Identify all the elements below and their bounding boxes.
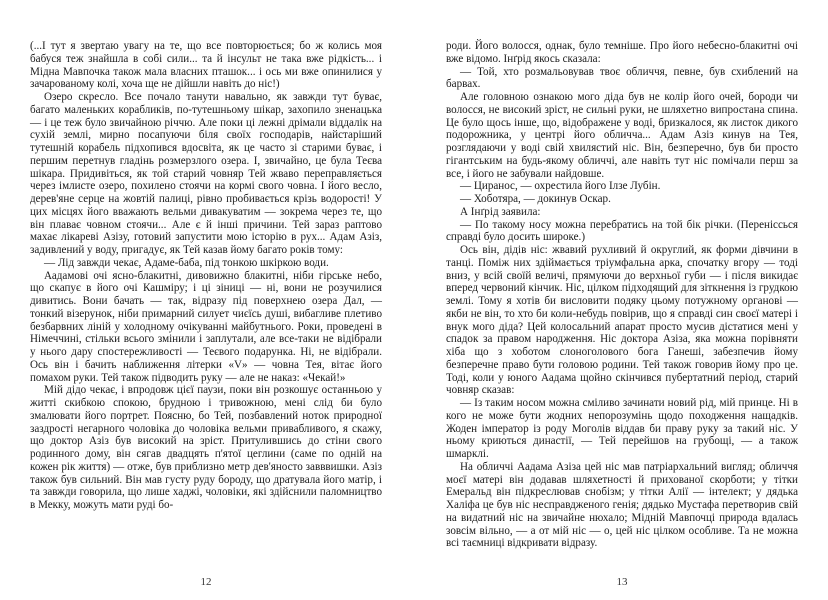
paragraph: — Хоботяра, — докинув Оскар. bbox=[460, 193, 611, 205]
paragraph: Ось він, дідів ніс: жвавий рухливий й округлий, як форми дівчини в танці. Поміж них здіймається тріумфальна арка, спочатку вгору — тоді вниз, у всій своїй величі, прямуючи до верхньої губи — і після викидає вперед червоний кінчик. Ніс, цілком підходящий для зіткнення із грудкою землі. Тому я хотів би висловити подяку цьому потужному органові — якби не він, то хто би коли-небудь повірив, що я справді син своєї матері і внук мого діда? Цей колосальний апарат просто мусив дістатися мені у спадок за правом народження. Ніс доктора Азіза, яка можна порівняти хіба що з хоботом слоноголового бога Ганеші, забезпечив йому безперечне право бути головою родини. Тей також говорив йому про це. Тоді, коли у юного Аадама щойно скінчився пубертатний період, старий човняр сказав: bbox=[446, 244, 798, 397]
paragraph: Озеро скресло. Все почало танути навально, як завжди тут буває, багато маленьких корабликів, по-тутешньому шікар, захопило зненацька — і це теж було звичайною річчю. Але поки ці лежні дрімали віддалік на сухій землі, мирно посапуючи біля своїх господарів, найстаріший тутешній корабель підхопився вдосвіта, як це часто зі старими буває, і першим перетнув гладінь розмерзлого озера. І, звичайно, це була Теєва шікара. Придивіться, як той старий човняр Тей жваво переправляється через імлисте озеро, похилено стоячи на кормі свого човна. І його весло, дерев'яне серце на жовтій палиці, рівно пробивається крізь водорості! У цих місцях його вважають вельми дивакуватим — зокрема через те, що він плаває човном стоячи... Але є й інші причини. Тей зараз раптово махає лікареві Азізу, готовий запустити мою історію в рух... Адам Азіз, задивлений у воду, пригадує, як Тей казав йому багато років тому: bbox=[30, 91, 382, 256]
paragraph: На обличчі Аадама Азіза цей ніс мав патріархальний вигляд; обличчя моєї матері він додавав шляхетності й прихованої скорботи; у тітки Емеральд він підкреслював снобізм; у тітки Алії — інтелект; у дядька Халіфа це був ніс несправдженого генія; дядько Мустафа перетворив свій на видатний ніс на звичайне нюхало; Мідній Мавпочці природа вдалась зовсім вільно, — а от мій ніс — о, цей ніс цілком особливе. Та не можна всі таємниці відкривати відразу. bbox=[446, 460, 798, 550]
paragraph: Аадамові очі ясно-блакитні, дивовижно блакитні, ніби гірське небо, що скапує в його очі Кашміру; і ці зіниці — ні, вони не розучилися дивитись. Вони бачать — так, відразу під поверхнею озера Дал, — тонкий візерунок, ніби примарний силует чиєїсь душі, вибагливе плетиво безбарвних ліній у холодному очікуванні майбутнього. Роки, проведені в Німеччині, стільки всього змінили і заплутали, але все-таки не відібрали у нього дару спостережливості — Теєвого подарунка. Ні, не відібрали. Ось він і бачить наближення літерки «V» — човна Тея, вітає його помахом руки. Тей також підводить руку — але не наказ: «Чекай!» bbox=[30, 269, 382, 384]
page-number-right: 13 bbox=[616, 576, 628, 588]
paragraph: — Із таким носом можна сміливо зачинати новий рід, мій принце. Ні в кого не може бути жодних непорозумінь щодо походження нащадків. Жоден імператор із роду Моголів віддав би праву руку за такий ніс. У ньому криються династії, — Тей перейшов на грубощі, — а також шмарклі. bbox=[446, 397, 798, 460]
paragraph: Мій дідо чекає, і впродовж цієї паузи, поки він розкошує останньою у житті скибкою спокою, брудною і тривожною, мені слід би було змалювати його портрет. Поясню, бо Тей, позбавлений ноток природної заздрості негарного чоловіка до чоловіка вельми привабливого, я скажу, що доктор Азіз був високий на зріст. Притулившись до стіни свого родинного дому, він сягав двадцять п'ятої цеглини (саме по одній на кожен рік життя) — отже, був приблизно метр дев'яносто завввишки. Азіз також був сильний. Він мав густу руду бороду, що дратувала його матір, і та завжди говорила, що лише хаджі, чоловіки, які здійснили паломництво в Мекку, можуть мати руді бо- bbox=[30, 384, 382, 511]
right-page-text bbox=[446, 40, 798, 550]
left-page-text bbox=[30, 40, 382, 512]
paragraph: — По такому носу можна перебратись на той бік річки. (Переніссься справді було досить широке.) bbox=[446, 218, 798, 244]
paragraph: А Інґрід заявила: bbox=[460, 205, 541, 218]
paragraph: — Циранос, — охрестила його Ілзе Лубін. bbox=[460, 180, 661, 193]
paragraph: — Той, хто розмальовував твоє обличчя, певне, був схиблений на барвах. bbox=[446, 65, 798, 91]
left-page bbox=[30, 40, 382, 588]
paragraph: — Лід завжди чекає, Адаме-баба, під тонкою шкіркою води. bbox=[44, 256, 329, 269]
paragraph: роди. Його волосся, однак, було темніше. Про його небесно-блакитні очі вже відомо. Інґрід якось сказала: bbox=[446, 40, 798, 65]
page-number-left: 12 bbox=[200, 576, 212, 588]
right-page bbox=[446, 40, 798, 588]
paragraph: Але головною ознакою мого діда був не колір його очей, бороди чи волосся, не високий зріст, не сильні руки, не шляхетно випростана спина. Це було щось інше, що, відображене у воді, бризкалося, як листок дикого подорожника, у центрі його обличча... Адам Азіз кинув на Тея, розглядаючи у воді свій хвилястий ніс. Він, безперечно, був би просто гігантським на будь-якому обличчі, але навіть тут ніс помічали перш за все, і його не забували найдовше. bbox=[446, 91, 798, 180]
book-gutter bbox=[413, 30, 414, 590]
paragraph: (...І тут я звертаю увагу на те, що все повторюється; бо ж колись моя бабуся теж знайшла в собі сили... та й інсульт не така вже рідкість... і Мідна Мавпочка також мала власних пташок... і ось ми вже опинилися у зачарованому колі, хоча ще не дійшли навіть до ніс!) bbox=[30, 40, 382, 91]
